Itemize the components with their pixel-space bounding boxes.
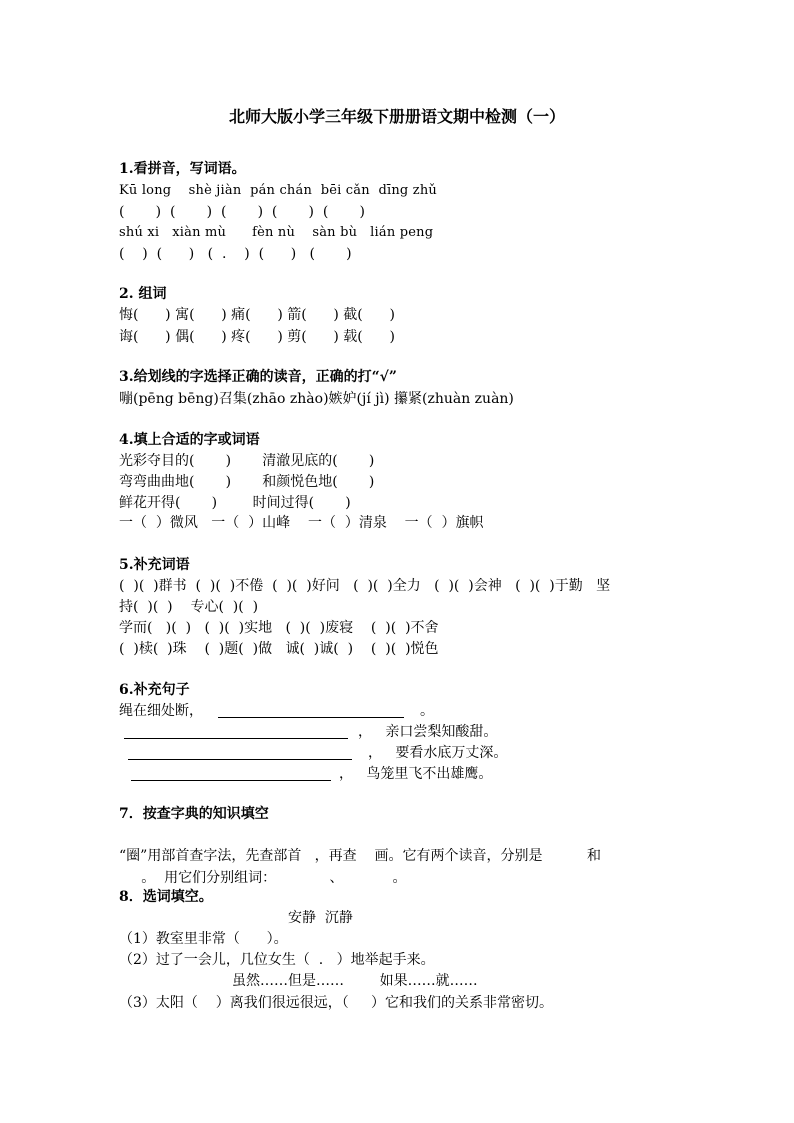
- q6-blank-1: [218, 717, 404, 718]
- q6-sentence-1: 绳在细处断，: [119, 703, 203, 719]
- q2-row-1: 悔( ) 寓( ) 痛( ) 箭( ) 截( ): [119, 307, 395, 323]
- q1-answer-row-1: ( ) ( ) ( ) ( ) ( ): [119, 204, 365, 220]
- q4-row-2: 弯弯曲曲地( ) 和颜悦色地( ): [119, 474, 375, 490]
- q7-heading: 7．按查字典的知识填空: [119, 806, 269, 822]
- q2-heading: 2. 组词: [119, 286, 167, 302]
- q8-word-choices-1: 安静 沉静: [288, 910, 353, 926]
- q1-pinyin-row-1: Kū long shè jiàn pán chán bēi cǎn dīng zhǔ: [119, 183, 437, 198]
- q8-item-3: （3）太阳（ ）离我们很远很远，（ ）它和我们的关系非常密切。: [119, 995, 553, 1011]
- q8-item-2: （2）过了一会儿，几位女生（ . ）地举起手来。: [119, 952, 435, 968]
- q5-heading: 5.补充词语: [119, 557, 190, 573]
- q6-sentence-3: ， 要看水底万丈深。: [368, 745, 508, 761]
- q5-row-2: 持( )( ) 专心( )( ): [119, 599, 259, 615]
- q6-blank-4: [131, 780, 331, 781]
- q4-row-3: 鲜花开得( ) 时间过得( ): [119, 495, 351, 511]
- q6-sentence-2: ， 亲口尝梨知酸甜。: [358, 724, 498, 740]
- q1-answer-row-2: ( ) ( ) ( . ) ( ) ( ): [119, 246, 352, 262]
- q5-row-3: 学而( )( ) ( )( )实地 ( )( )废寝 ( )( )不舍: [119, 620, 439, 636]
- q6-blank-2: [124, 738, 348, 739]
- q6-sentence-1-end: 。: [420, 703, 434, 719]
- q1-pinyin-row-2: shú xi xiàn mù fèn nù sàn bù lián peng: [119, 225, 434, 240]
- q6-heading: 6.补充句子: [119, 682, 190, 698]
- q7-line-2: 。 用它们分别组词： 、 。: [119, 870, 407, 886]
- q8-heading: 8．选词填空。: [119, 889, 213, 905]
- q3-line: 嘣(pēng bēng)召集(zhāo zhào)嫉妒(jí jì) 攥紧(zhuàn zuàn): [119, 391, 514, 407]
- q8-word-choices-2: 虽然……但是…… 如果……就……: [232, 973, 478, 989]
- q2-row-2: 诲( ) 偶( ) 疼( ) 剪( ) 载( ): [119, 329, 395, 345]
- q4-heading: 4.填上合适的字或词语: [119, 432, 260, 448]
- q4-row-4: 一（ ）微风 一（ ）山峰 一（ ）清泉 一（ ）旗帜: [119, 515, 484, 531]
- q3-heading: 3.给划线的字选择正确的读音，正确的打“√”: [119, 369, 397, 385]
- q7-line-1: “圈”用部首查字法，先查部首 ，再查 画。它有两个读音，分别是 和: [119, 848, 601, 864]
- q5-row-1: ( )( )群书 ( )( )不倦 ( )( )好问 ( )( )全力 ( )( )会神 ( )( )于勤 坚: [119, 578, 611, 594]
- q5-row-4: ( )椟( )珠 ( )题( )做 诚( )诚( ) ( )( )悦色: [119, 641, 439, 657]
- q6-sentence-4: ， 鸟笼里飞不出雄鹰。: [339, 766, 493, 782]
- q1-heading: 1.看拼音，写词语。: [119, 161, 246, 177]
- q4-row-1: 光彩夺目的( ) 清澈见底的( ): [119, 453, 375, 469]
- q6-blank-3: [128, 759, 352, 760]
- q8-item-1: （1）教室里非常（ ）。: [119, 931, 288, 947]
- page-title: 北师大版小学三年级下册册语文期中检测（一）: [228, 107, 565, 126]
